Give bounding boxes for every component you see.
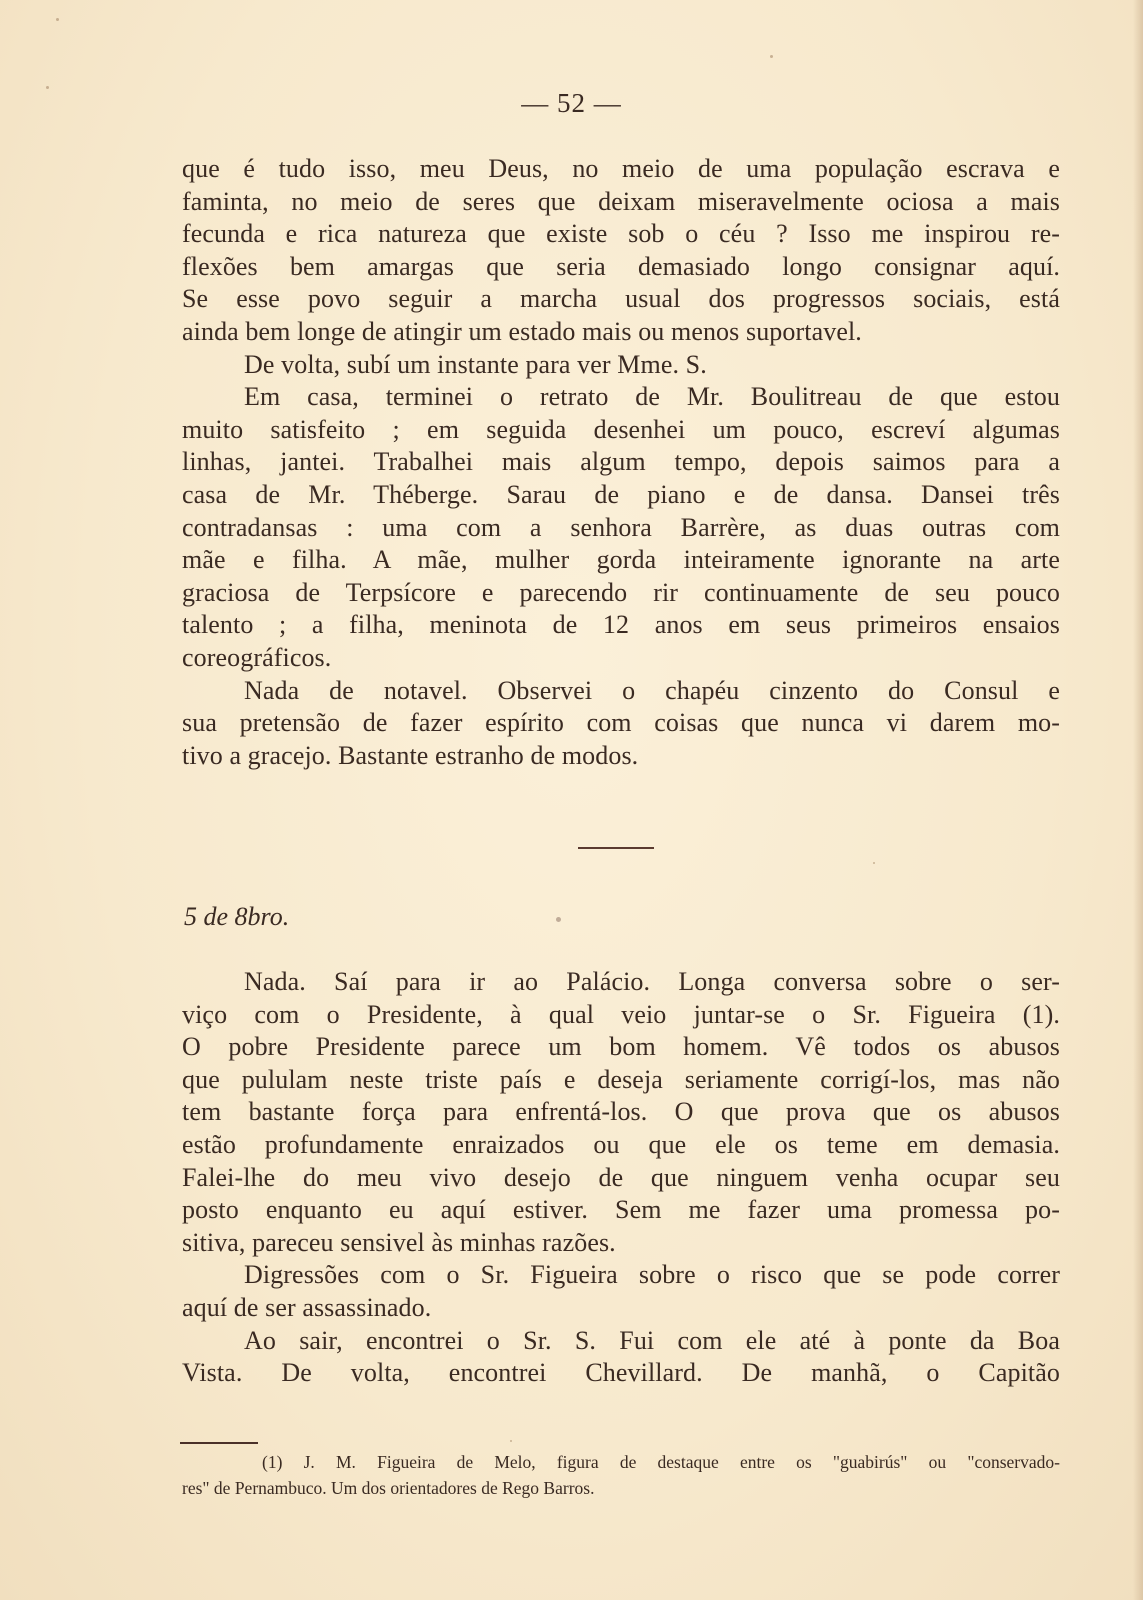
paragraph-start: Nada. Saí para ir ao Palácio. Longa conversa sobre o ser- xyxy=(244,967,1060,996)
text-line: ainda bem longe de atingir um estado mais ou menos suportavel. xyxy=(182,316,862,346)
paper-speck xyxy=(873,862,875,864)
paragraph-start: Digressões com o Sr. Figueira sobre o risco que se pode correr xyxy=(244,1260,1060,1290)
text-line: Se esse povo seguir a marcha usual dos progressos sociais, está xyxy=(182,284,1060,314)
text-line: tem bastante força para enfrentá-los. O que prova que os abusos xyxy=(182,1097,1060,1127)
text-line: graciosa de Terpsícore e parecendo rir continuamente de seu pouco xyxy=(182,577,1060,607)
text-line: tivo a gracejo. Bastante estranho de modos. xyxy=(182,740,639,770)
text-line: viço com o Presidente, à qual veio juntar-se o Sr. Figueira (1). xyxy=(182,999,1060,1029)
footnote-line: (1) J. M. Figueira de Melo, figura de destaque entre os "guabirús" ou "conservado- xyxy=(262,1452,1060,1472)
paper-speck xyxy=(770,55,773,58)
text-line: estão profundamente enraizados ou que ele os teme em demasia. xyxy=(182,1129,1060,1159)
text-line: aquí de ser assassinado. xyxy=(182,1292,432,1322)
text-line: muito satisfeito ; em seguida desenhei um pouco, escreví algumas xyxy=(182,414,1060,444)
footnote-line: res" de Pernambuco. Um dos orientadores de Rego Barros. xyxy=(182,1478,595,1498)
text-line: linhas, jantei. Trabalhei mais algum tempo, depois saimos para a xyxy=(182,447,1060,477)
page-edge-shadow xyxy=(1133,0,1143,1600)
text-line: sitiva, pareceu sensivel às minhas razões. xyxy=(182,1227,616,1257)
text-line: flexões bem amargas que seria demasiado longo consignar aquí. xyxy=(182,251,1060,281)
text-line: sua pretensão de fazer espírito com coisas que nunca vi darem mo- xyxy=(182,708,1060,738)
body-text-section-1 xyxy=(182,153,1060,772)
footnote-rule xyxy=(180,1442,258,1444)
footnote xyxy=(182,1449,1060,1501)
text-line: casa de Mr. Théberge. Sarau de piano e de dansa. Dansei três xyxy=(182,479,1060,509)
page-number: — 52 — xyxy=(521,88,622,118)
text-line: mãe e filha. A mãe, mulher gorda inteiramente ignorante na arte xyxy=(182,545,1060,575)
text-line: faminta, no meio de seres que deixam miseravelmente ociosa a mais xyxy=(182,186,1060,216)
paragraph-start: De volta, subí um instante para ver Mme. S. xyxy=(244,349,707,379)
diary-date-heading: 5 de 8bro. xyxy=(184,902,290,931)
text-line: talento ; a filha, meninota de 12 anos em seus primeiros ensaios xyxy=(182,610,1060,640)
paper-speck xyxy=(556,917,561,922)
paragraph-start: Ao sair, encontrei o Sr. S. Fui com ele até à ponte da Boa xyxy=(244,1325,1060,1355)
text-line: fecunda e rica natureza que existe sob o céu ? Isso me inspirou re- xyxy=(182,219,1060,249)
paragraph-start: Em casa, terminei o retrato de Mr. Boulitreau de que estou xyxy=(244,382,1060,412)
text-line: contradansas : uma com a senhora Barrère, as duas outras com xyxy=(182,512,1060,542)
text-line: coreográficos. xyxy=(182,642,332,672)
text-line: Falei-lhe do meu vivo desejo de que ninguem venha ocupar seu xyxy=(182,1162,1060,1192)
text-line: Vista. De volta, encontrei Chevillard. De manhã, o Capitão xyxy=(182,1358,1060,1388)
paragraph-start: Nada de notavel. Observei o chapéu cinzento do Consul e xyxy=(244,675,1060,705)
body-text-section-2 xyxy=(182,966,1060,1390)
paper-speck xyxy=(510,1440,512,1442)
paper-speck xyxy=(56,18,59,21)
text-line: que pululam neste triste país e deseja seriamente corrigí-los, mas não xyxy=(182,1064,1060,1094)
section-separator-rule xyxy=(578,847,654,849)
text-line: O pobre Presidente parece um bom homem. Vê todos os abusos xyxy=(182,1032,1060,1062)
text-line: posto enquanto eu aquí estiver. Sem me fazer uma promessa po- xyxy=(182,1195,1060,1225)
text-line: que é tudo isso, meu Deus, no meio de uma população escrava e xyxy=(182,154,1060,183)
